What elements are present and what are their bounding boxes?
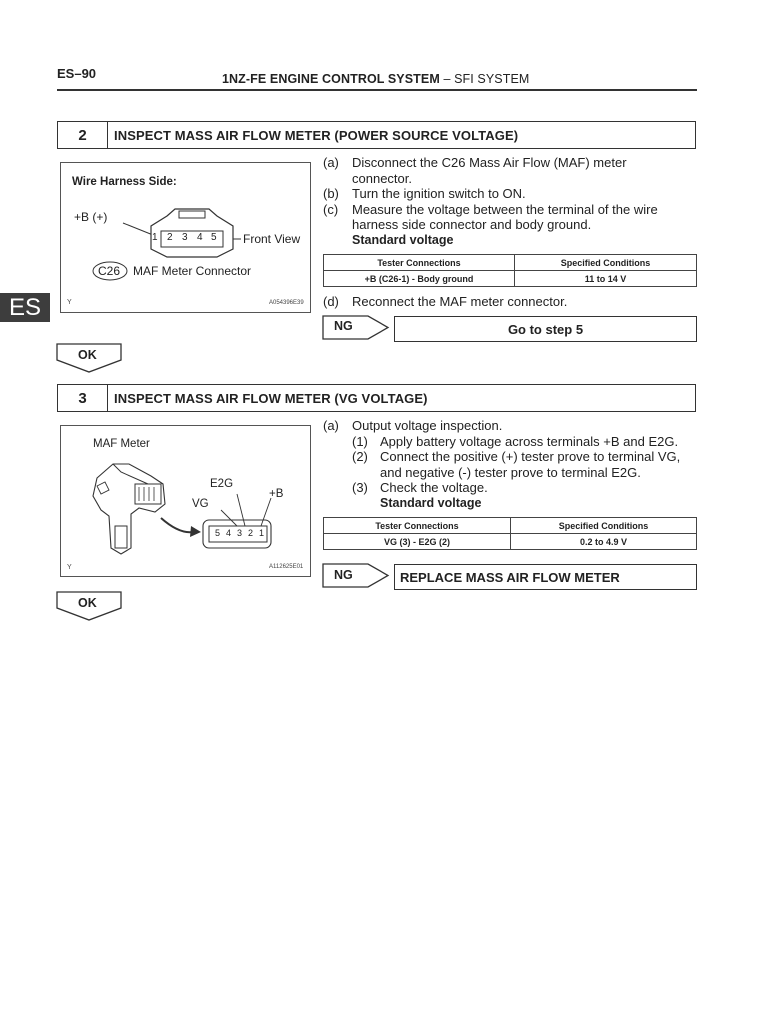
step-title: INSPECT MASS AIR FLOW METER (VG VOLTAGE): [114, 390, 428, 406]
table-header: Specified Conditions: [511, 518, 697, 534]
maf-meter-figure: [60, 425, 311, 577]
instruction-text: Output voltage inspection.: [352, 418, 503, 433]
step-number: 3: [58, 385, 108, 411]
spec-table: [323, 254, 697, 287]
pin-label: 2: [167, 232, 173, 243]
pin-label: 3: [237, 528, 243, 538]
corner-mark: Y: [67, 564, 72, 571]
ok-label: OK: [78, 348, 97, 362]
connector-pins: [209, 528, 267, 540]
ng-arrow: [322, 315, 390, 341]
pin-label: 2: [248, 528, 254, 538]
sub-instruction-text: Check the voltage.: [380, 480, 488, 495]
figure-id: A112625E01: [269, 564, 304, 570]
section-tab: ES: [0, 293, 50, 322]
header-rule: [57, 89, 697, 91]
front-view-label: Front View: [243, 232, 301, 246]
sub-instruction-label: (1): [352, 433, 368, 449]
connector-pins: [149, 232, 223, 246]
table-header: Specified Conditions: [515, 255, 697, 271]
standard-voltage-label: Standard voltage: [380, 495, 482, 510]
instruction-text: Reconnect the MAF meter connector.: [352, 294, 568, 309]
instruction-text: connector.: [352, 170, 412, 186]
instruction-text: Turn the ignition switch to ON.: [352, 186, 526, 201]
pin-label: 1: [152, 232, 158, 243]
instruction-label: (b): [323, 186, 339, 201]
ng-result-box: [394, 564, 697, 590]
maf-meter-illustration: [61, 426, 312, 578]
ng-label: NG: [334, 319, 353, 333]
plus-b-label: +B (+): [74, 210, 108, 224]
page-number: ES–90: [57, 66, 97, 81]
pin-label: 1: [259, 528, 265, 538]
step-3-header: [57, 384, 696, 412]
sub-instruction-text: Apply battery voltage across terminals +B and E2G.: [380, 433, 679, 449]
e2g-label: E2G: [210, 478, 234, 490]
vg-label: VG: [192, 498, 209, 510]
instruction-label: (d): [323, 294, 339, 309]
standard-voltage-label: Standard voltage: [352, 232, 454, 247]
table-cell: VG (3) - E2G (2): [324, 534, 511, 550]
ng-label: NG: [334, 568, 353, 582]
step-title: INSPECT MASS AIR FLOW METER (POWER SOURCE VOLTAGE): [114, 127, 519, 143]
connector-name: MAF Meter Connector: [133, 264, 252, 278]
table-cell: +B (C26-1) - Body ground: [324, 271, 515, 287]
figure-heading: Wire Harness Side:: [72, 176, 177, 188]
pin-label: 4: [197, 232, 203, 243]
corner-mark: Y: [67, 299, 72, 306]
header-separator: –: [443, 72, 451, 86]
instruction-text: Disconnect the C26 Mass Air Flow (MAF) meter: [352, 155, 627, 170]
spec-table: [323, 517, 697, 550]
plus-b-label: +B: [269, 488, 284, 500]
pin-label: 3: [182, 232, 188, 243]
table-header: Tester Connections: [324, 255, 515, 271]
instruction-text: Measure the voltage between the terminal of the wire: [352, 201, 658, 217]
table-cell: 11 to 14 V: [515, 271, 697, 287]
pin-label: 4: [226, 528, 232, 538]
step-2-header: [57, 121, 696, 149]
instruction-label: (a): [323, 418, 339, 433]
header-system-name: 1NZ-FE ENGINE CONTROL SYSTEM: [222, 72, 440, 86]
figure-id: A054396E39: [269, 300, 304, 306]
table-header: Tester Connections: [324, 518, 511, 534]
step-3-instructions: [323, 418, 703, 514]
ng-result-text: REPLACE MASS AIR FLOW METER: [400, 569, 620, 585]
pin-label: 5: [215, 528, 221, 538]
instruction-d: [323, 294, 703, 310]
sub-instruction-label: (3): [352, 480, 368, 495]
sub-instruction-text: Connect the positive (+) tester prove to terminal VG,: [380, 449, 681, 464]
sub-instruction-text: and negative (-) tester prove to terminal E2G.: [380, 464, 641, 480]
pin-label: 5: [211, 232, 217, 243]
connector-code: C26: [98, 264, 121, 278]
ng-result-text: Go to step 5: [507, 321, 584, 337]
step-2-instructions: [323, 155, 703, 255]
header-subsystem: SFI SYSTEM: [454, 72, 530, 86]
ng-result-box: [394, 316, 697, 342]
ok-label: OK: [78, 596, 97, 610]
instruction-label: (a): [323, 155, 339, 170]
figure-heading: MAF Meter: [93, 438, 150, 450]
page-header-title: [222, 72, 529, 86]
step-number: 2: [58, 122, 108, 148]
instruction-text: harness side connector and body ground.: [352, 217, 592, 232]
ng-arrow: [322, 563, 390, 589]
table-cell: 0.2 to 4.9 V: [511, 534, 697, 550]
wire-harness-figure: [60, 162, 311, 313]
instruction-label: (c): [323, 201, 339, 217]
sub-instruction-label: (2): [352, 449, 368, 464]
